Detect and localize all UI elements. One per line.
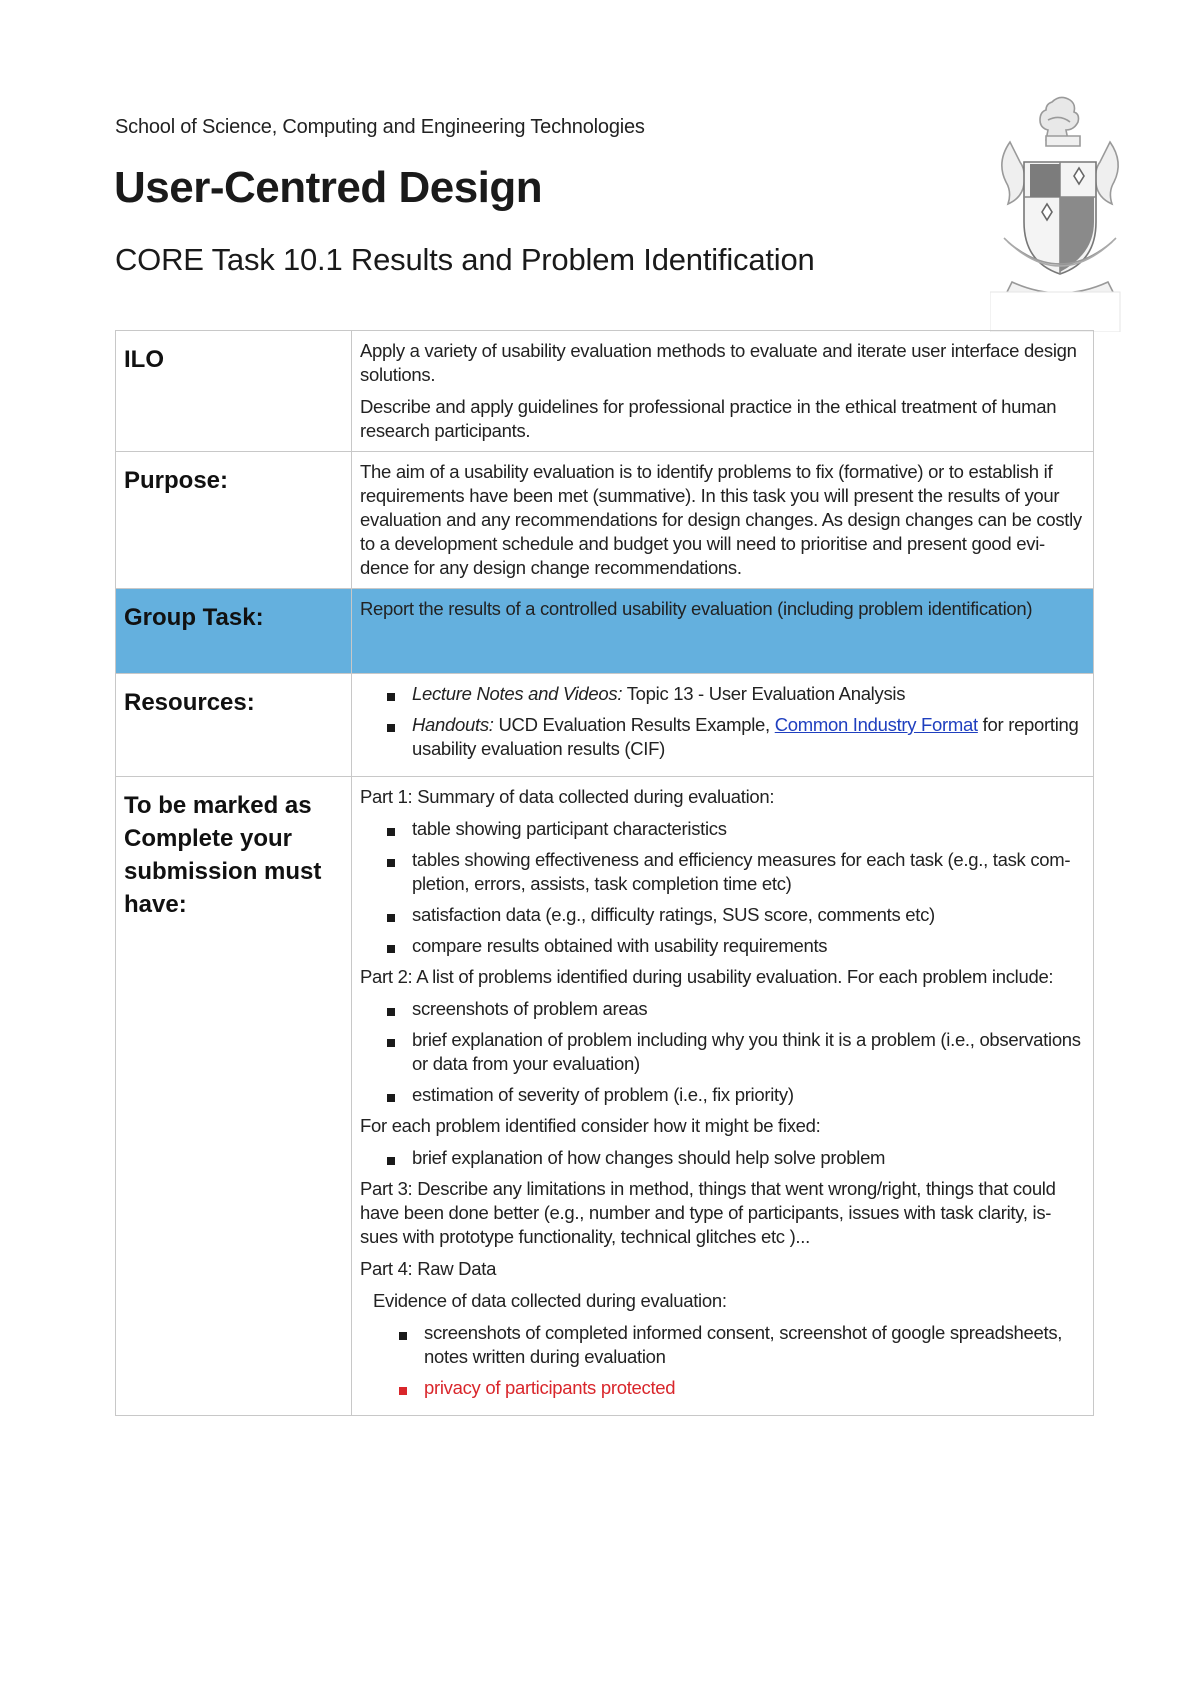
resources-label: Resources: [116,674,352,777]
school-name: School of Science, Computing and Engineering Technologies [115,116,645,138]
fix-intro: For each problem identified consider how it might be fixed: [360,1115,821,1136]
part3-text: Part 3: Describe any limitations in method, things that went wrong/right, things that could have been done better (e.g., number and type of participants, issues with task clarity, is-sues with prototype functionality, technical glitches etc )... [360,1178,1056,1247]
ilo-row [116,331,1094,452]
list-item: estimation of severity of problem (i.e., fix priority) [412,1083,1085,1107]
university-crest-icon [990,92,1130,332]
marking-content [352,777,1094,1416]
fix-list [360,1146,1085,1170]
ilo-label: ILO [116,331,352,452]
list-item: screenshots of completed informed consent, screenshot of google spreadsheets, notes written during evaluation [424,1321,1085,1369]
privacy-item: privacy of participants protected [424,1376,1085,1400]
evidence-intro: Evidence of data collected during evaluation: [373,1290,727,1311]
resources-row [116,674,1094,777]
resources-content [352,674,1094,777]
purpose-content [352,452,1094,589]
task-subtitle: CORE Task 10.1 Results and Problem Identification [115,242,815,277]
list-item: brief explanation of problem including why you think it is a problem (i.e., observations or data from your evaluation) [412,1028,1085,1076]
group-task-content [352,589,1094,674]
part2-list [360,997,1085,1107]
list-item: table showing participant characteristics [412,817,1085,841]
part1-heading: Part 1: Summary of data collected during evaluation: [360,786,775,807]
list-item: satisfaction data (e.g., difficulty ratings, SUS score, comments etc) [412,903,1085,927]
common-industry-format-link[interactable]: Common Industry Format [774,714,978,735]
list-item: screenshots of problem areas [412,997,1085,1021]
list-item [412,682,1085,706]
purpose-row [116,452,1094,589]
resource-text-tail: for reporting usability evaluation results (CIF) [412,714,1079,759]
resource-type: Lecture Notes and Videos: [412,683,623,704]
group-task-label: Group Task: [116,589,352,674]
resource-type: Handouts: [412,714,494,735]
ilo-outcome-2: Describe and apply guidelines for professional practice in the ethical treatment of human research participants. [360,396,1057,441]
group-task-text: Report the results of a controlled usability evaluation (including problem identification) [360,598,1033,619]
part2-heading: Part 2: A list of problems identified during usability evaluation. For each problem include: [360,966,1054,987]
resources-list [360,682,1085,761]
marking-label: To be marked as Complete your submission must have: [116,777,352,1416]
part1-list [360,817,1085,958]
evidence-list [360,1321,1085,1400]
group-task-row [116,589,1094,674]
task-table [115,330,1094,1416]
ilo-outcome-1: Apply a variety of usability evaluation methods to evaluate and iterate user interface design solutions. [360,340,1077,385]
purpose-text: The aim of a usability evaluation is to identify problems to fix (formative) or to establish if requirements have been met (summative). In this task you will present the results of your evaluation and any recommendations for design changes. As design changes can be costly to a development schedule and budget you will need to prioritise and present good evi-dence for any design change recommendations. [360,461,1082,578]
part4-heading: Part 4: Raw Data [360,1258,497,1279]
page-title: User-Centred Design [114,163,543,212]
resource-text: Topic 13 - User Evaluation Analysis [622,683,906,704]
resource-text: UCD Evaluation Results Example, [493,714,775,735]
list-item: compare results obtained with usability requirements [412,934,1085,958]
ilo-content [352,331,1094,452]
purpose-label: Purpose: [116,452,352,589]
list-item: tables showing effectiveness and efficiency measures for each task (e.g., task com-pletion, errors, assists, task completion time etc) [412,848,1085,896]
marking-row [116,777,1094,1416]
list-item: brief explanation of how changes should help solve problem [412,1146,1085,1170]
list-item [412,713,1085,761]
